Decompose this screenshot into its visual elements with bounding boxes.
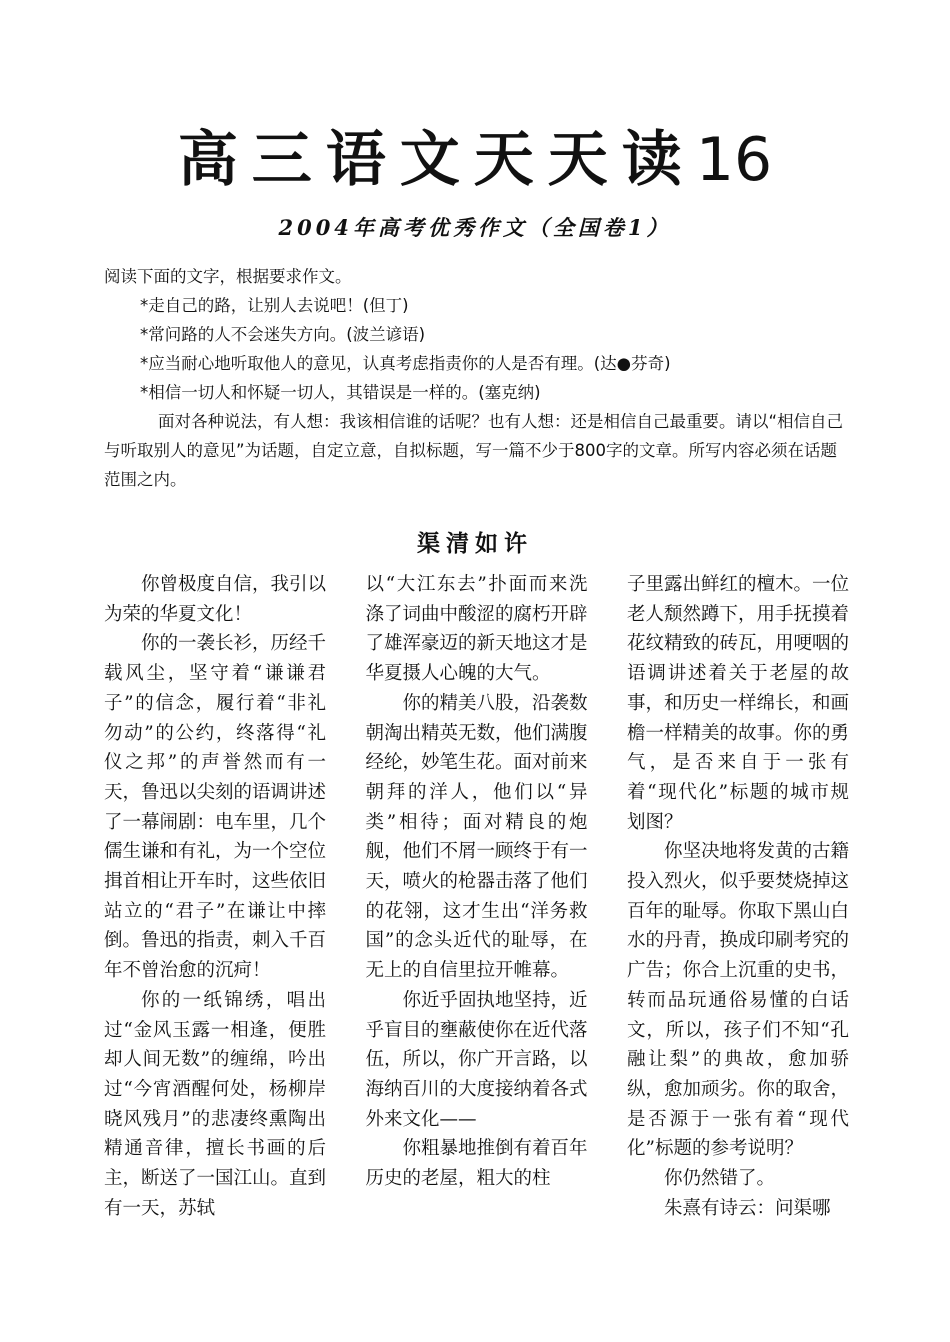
essay-column-3 bbox=[627, 570, 849, 1230]
essay-paragraph: 你曾极度自信，我引以为荣的华夏文化！ bbox=[104, 574, 326, 625]
prompt-intro: 阅读下面的文字，根据要求作文。 bbox=[104, 267, 352, 286]
essay-columns bbox=[104, 570, 849, 1230]
page-title-number: 16 bbox=[695, 125, 773, 195]
essay-title: 渠清如许 bbox=[417, 530, 533, 557]
essay-column-2 bbox=[366, 570, 588, 1230]
essay-paragraph: 你仍然错了。 bbox=[664, 1168, 776, 1190]
prompt-quote: *走自己的路，让别人去说吧！(但丁) bbox=[140, 296, 409, 315]
essay-paragraph: 你近乎固执地坚持，近乎盲目的壅蔽使你在近代落伍，所以，你广开言路，以海纳百川的大度接纳着各式外来文化—— bbox=[365, 989, 588, 1130]
essay-paragraph: 子里露出鲜红的檀木。一位老人颓然蹲下，用手抚摸着花纹精致的砖瓦，用哽咽的语调讲述着关于老屋的故事，和历史一样绵长，和画檐一样精美的故事。你的勇气，是否来自于一张有着“现代化”标题的城市规划图？ bbox=[627, 574, 849, 833]
page-title bbox=[0, 118, 950, 202]
essay-paragraph: 你的一袭长衫，历经千载风尘，坚守着“谦谦君子”的信念，履行着“非礼勿动”的公约，终落得“礼仪之邦”的声誉然而有一天，鲁迅以尖刻的语调讲述了一幕闹剧：电车里，几个儒生谦和有礼，为一个空位揖首相让开车时，这些依旧站立的“君子”在谦让中摔倒。鲁迅的指责，刺入千百年不曾治愈的沉疴！ bbox=[104, 633, 326, 982]
essay-paragraph: 朱熹有诗云：问渠哪 bbox=[664, 1197, 831, 1219]
essay-paragraph: 你的精美八股，沿袭数朝淘出精英无数，他们满腹经纶，妙笔生花。面对前来朝拜的洋人，他们以“异类”相待；面对精良的炮舰，他们不屑一顾终于有一天，喷火的枪器击落了他们的花翎，这才生出“洋务救国”的念头近代的耻辱，在无上的自信里拉开帷幕。 bbox=[365, 692, 588, 982]
essay-paragraph: 以“大江东去”扑面而来洗涤了词曲中酸涩的腐朽开辟了雄浑豪迈的新天地这才是华夏摄人心魄的大气。 bbox=[365, 574, 588, 685]
subtitle: 2004年高考优秀作文（全国卷1） bbox=[278, 215, 672, 240]
essay-paragraph: 你粗暴地推倒有着百年历史的老屋，粗大的柱 bbox=[365, 1138, 588, 1190]
essay-column-1 bbox=[104, 570, 326, 1230]
essay-paragraph: 你坚决地将发黄的古籍投入烈火，似乎要焚烧掉这百年的耻辱。你取下黑山白水的丹青，换成印刷考究的广告；你合上沉重的史书，转而品玩通俗易懂的白话文，所以，孩子们不知“孔融让梨”的典故，愈加骄纵，愈加顽劣。你的取舍，是否源于一张有着“现代化”标题的参考说明？ bbox=[627, 841, 849, 1160]
essay-paragraph: 你的一纸锦绣，唱出过“金风玉露一相逢，便胜却人间无数”的缠绵，吟出过“今宵酒醒何处，杨柳岸晓风残月”的悲凄终熏陶出精通音律，擅长书画的后主，断送了一国江山。直到有一天，苏轼 bbox=[104, 989, 326, 1219]
prompt-quote: *相信一切人和怀疑一切人，其错误是一样的。(塞克纳) bbox=[140, 383, 541, 402]
prompt-instruction: 面对各种说法，有人想：我该相信谁的话呢？也有人想：还是相信自己最重要。请以“相信自己与听取别人的意见”为话题，自定立意，自拟标题，写一篇不少于800字的文章。所写内容必须在话题范围之内。 bbox=[104, 412, 844, 489]
page-title-text: 高三语文天天读 bbox=[177, 125, 696, 195]
prompt-section bbox=[104, 262, 849, 494]
prompt-quote: *常问路的人不会迷失方向。(波兰谚语) bbox=[140, 325, 426, 344]
prompt-quote: *应当耐心地听取他人的意见，认真考虑指责你的人是否有理。(达●芬奇) bbox=[140, 354, 671, 373]
